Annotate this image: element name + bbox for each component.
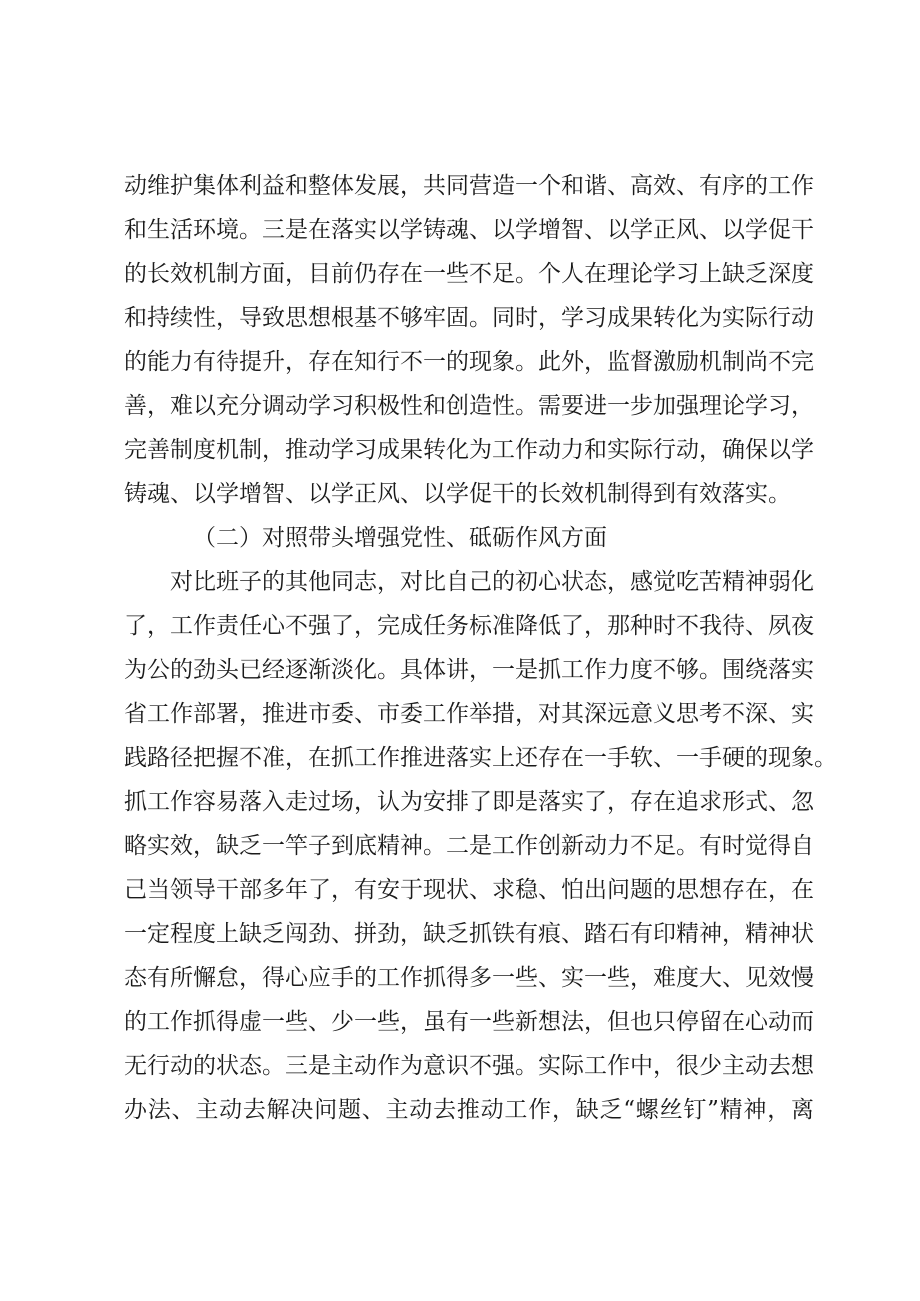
paragraph-2-line: 为公的劲头已经逐渐淡化。具体讲，一是抓工作力度不够。围绕落实 — [124, 657, 814, 683]
paragraph-2-line: 态有所懈怠，得心应手的工作抓得多一些、实一些，难度大、见效慢 — [124, 965, 814, 991]
paragraph-2-line: 省工作部署，推进市委、市委工作举措，对其深远意义思考不深、实 — [124, 701, 814, 727]
paragraph-2-line: 一定程度上缺乏闯劲、拼劲，缺乏抓铁有痕、踏石有印精神，精神状 — [124, 921, 814, 947]
paragraph-1-line: 动维护集体利益和整体发展，共同营造一个和谐、高效、有序的工作 — [124, 173, 814, 199]
paragraph-1-line: 的长效机制方面，目前仍存在一些不足。个人在理论学习上缺乏深度 — [124, 261, 814, 287]
paragraph-1-line: 完善制度机制，推动学习成果转化为工作动力和实际行动，确保以学 — [124, 437, 814, 463]
paragraph-1-line: 的能力有待提升，存在知行不一的现象。此外，监督激励机制尚不完 — [124, 349, 814, 375]
paragraph-1-line: 铸魂、以学增智、以学正风、以学促干的长效机制得到有效落实。 — [124, 481, 791, 507]
section-heading: （二）对照带头增强党性、砥砺作风方面 — [193, 525, 607, 551]
paragraph-2-line: 抓工作容易落入走过场，认为安排了即是落实了，存在追求形式、忽 — [124, 789, 814, 815]
paragraph-2-line: 己当领导干部多年了，有安于现状、求稳、怕出问题的思想存在，在 — [124, 877, 814, 903]
paragraph-2-line: 办法、主动去解决问题、主动去推动工作，缺乏“螺丝钉”精神，离 — [124, 1097, 814, 1123]
paragraph-2-line: 践路径把握不准，在抓工作推进落实上还存在一手软、一手硬的现象。 — [124, 745, 837, 771]
paragraph-2-line: 了，工作责任心不强了，完成任务标准降低了，那种时不我待、夙夜 — [124, 613, 814, 639]
paragraph-1-line: 善，难以充分调动学习积极性和创造性。需要进一步加强理论学习， — [124, 393, 814, 419]
paragraph-2-line: 对比班子的其他同志，对比自己的初心状态，感觉吃苦精神弱化 — [170, 569, 814, 595]
paragraph-2-line: 略实效，缺乏一竿子到底精神。二是工作创新动力不足。有时觉得自 — [124, 833, 814, 859]
paragraph-2-line: 的工作抓得虚一些、少一些，虽有一些新想法，但也只停留在心动而 — [124, 1009, 814, 1035]
paragraph-1-line: 和持续性，导致思想根基不够牢固。同时，学习成果转化为实际行动 — [124, 305, 814, 331]
paragraph-2-line: 无行动的状态。三是主动作为意识不强。实际工作中，很少主动去想 — [124, 1053, 814, 1079]
paragraph-1-line: 和生活环境。三是在落实以学铸魂、以学增智、以学正风、以学促干 — [124, 217, 814, 243]
